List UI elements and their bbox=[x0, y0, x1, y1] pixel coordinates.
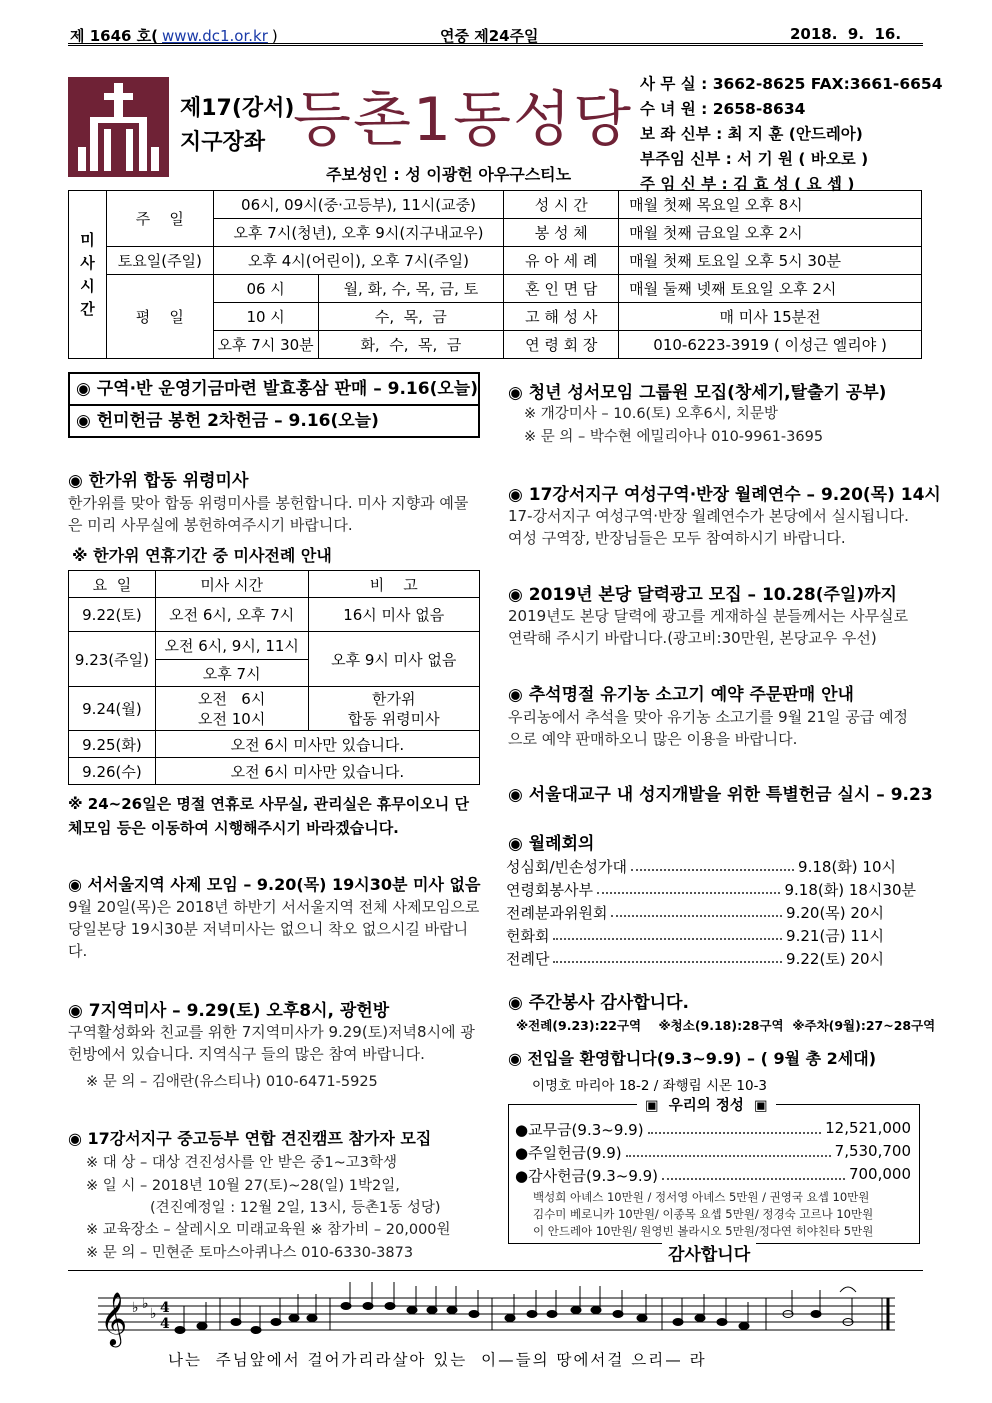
weekly-service-line: ※전례(9.23):22구역 ※청소(9.18):28구역 ※주차(9월):27~28구역 bbox=[516, 1018, 936, 1033]
women-training-title: ◉ 17강서지구 여성구역·반장 월례연수 – 9.20(목) 14시 bbox=[508, 485, 941, 505]
svg-text:𝄞: 𝄞 bbox=[100, 1291, 128, 1345]
header-rule bbox=[68, 43, 923, 46]
list-item: 연령회봉사부 9.18(화) 18시30분 bbox=[506, 881, 916, 899]
donor-list: 백성희 아녜스 10만원 / 정서영 아녜스 5만원 / 권영국 요셉 10만원 김수미 베로니카 10만원/ 이종목 요셉 5만원/ 정경숙 고르나 10만원 이 안드레아 10만원/ 원영빈 볼라시오 5만원/정다연 히야친타 5만원 bbox=[533, 1190, 874, 1238]
weekly-service-title: ◉ 주간봉사 감사합니다. bbox=[508, 993, 689, 1013]
svg-text:♭: ♭ bbox=[142, 1296, 149, 1312]
camp-target: ※ 대 상 – 대상 견진성사를 안 받은 중1~고3학생 bbox=[86, 1155, 397, 1171]
church-building-icon bbox=[68, 77, 169, 177]
issue-number: 제 1646 호( www.dc1.or.kr ) bbox=[70, 27, 278, 45]
holy-site-title: ◉ 서울대교구 내 성지개발을 위한 특별헌금 실시 – 9.23 bbox=[508, 785, 933, 805]
church-logo bbox=[68, 77, 169, 177]
website-link[interactable]: www.dc1.or.kr bbox=[162, 27, 268, 45]
list-item: ●교무금(9.3~9.9) 12,521,000 bbox=[515, 1119, 911, 1139]
liturgical-week: 연중 제24주일 bbox=[440, 27, 539, 45]
camp-title: ◉ 17강서지구 중고등부 연합 견진캠프 참가자 모집 bbox=[68, 1129, 432, 1148]
sheet-music-icon bbox=[98, 1278, 895, 1350]
offering-summary-box bbox=[508, 1098, 920, 1244]
district-mass-body: 구역활성화와 친교를 위한 7지역미사가 9.29(토)저녁8시에 광헌방에서 있습니다. 지역식구 들의 많은 참여 바랍니다. bbox=[68, 1023, 475, 1063]
patron-saint: 주보성인 : 성 이광헌 아우구스티노 bbox=[326, 165, 572, 184]
welcome-title: ◉ 전입을 환영합니다(9.3~9.9) – ( 9월 총 2세대) bbox=[508, 1049, 877, 1068]
beef-sale-body: 우리농에서 추석을 맞아 유기농 소고기를 9월 21일 공급 예정으로 예약 판매하오니 많은 이용을 바랍니다. bbox=[508, 708, 909, 748]
gift-thanks: 감사합니다 bbox=[662, 1240, 756, 1265]
mass-schedule-table: 미 사 시 간 주 일 06시, 09시(중·고등부), 11시(교중) 성 시 간 매월 첫째 목요일 오후 8시 오후 7시(청년), 오후 9시(지구내교우) 봉 성 체 매월 첫째 금요일 오후 2시 토요일(주일) 오후 4시(어린이), 오후 7시(주일) 유 아 세 례 매월 첫째 토요일 오후 5시 30분 평 일 06 시 월, 화, 수, 목, 금, 토 혼 인 면 담 매월 둘째 넷째 토요일 오후 2시 10 시 수, 목, 금 고 해 성 사 매 미사 15분전 오후 7시 30분 화, 수, 목, 금 연 령 회 장 010-6223-3919 ( 이성근 엘리야 ) bbox=[68, 190, 922, 359]
music-staff bbox=[98, 1278, 895, 1350]
chuseok-mass-title: ◉ 한가위 합동 위령미사 bbox=[68, 471, 249, 491]
list-item: 전례분과위원회 9.20(목) 20시 bbox=[506, 904, 884, 922]
hymn-lyrics: 나는 주님앞에서 걸어가리라살아 있는 이—들의 땅에서걸 으리— 라 bbox=[168, 1351, 707, 1369]
holiday-schedule-table: 요 일 미사 시간 비 고 9.22(토) 오전 6시, 오후 7시 16시 미사 없음 9.23(주일) 오전 6시, 9시, 11시 오후 9시 미사 없음 오후 7시 9.24(월) 오전 6시 오전 10시 한가위 합동 위령미사 9.25(화) 오전 6시 미사만 있습니다. 9.26(수) 오전 6시 미사만 있습니다. bbox=[68, 570, 480, 785]
camp-confirmation-date: (견진예정일 : 12월 2일, 13시, 등촌1동 성당) bbox=[150, 1200, 441, 1216]
svg-text:4: 4 bbox=[160, 1300, 170, 1316]
mass-time-label: 미 사 시 간 bbox=[69, 191, 107, 359]
svg-text:♭: ♭ bbox=[132, 1300, 139, 1316]
youth-bible-mass: ※ 개강미사 – 10.6(토) 오후6시, 치문방 bbox=[524, 406, 778, 422]
camp-venue-fee: ※ 교육장소 – 살레시오 미래교육원 ※ 참가비 – 20,000원 bbox=[86, 1222, 451, 1238]
parish-name: 등촌1동성당 bbox=[293, 85, 633, 155]
welcome-line: 이명호 마리아 18-2 / 좌행림 시몬 10-3 bbox=[532, 1078, 768, 1094]
office-closure-note: ※ 24~26일은 명절 연휴로 사무실, 관리실은 휴무이오니 단체모임 등은 이동하여 시행해주시기 바라겠습니다. bbox=[68, 795, 469, 837]
list-item: 성심회/빈손성가대 9.18(화) 10시 bbox=[506, 858, 896, 876]
district-mass-title: ◉ 7지역미사 – 9.29(토) 오후8시, 광헌방 bbox=[68, 1001, 390, 1021]
priest-meeting-title: ◉ 서서울지역 사제 모임 – 9.20(목) 19시30분 미사 없음 bbox=[68, 875, 481, 894]
bulletin-date: 2018. 9. 16. bbox=[790, 25, 902, 43]
calendar-ad-title: ◉ 2019년 본당 달력광고 모집 – 10.28(주일)까지 bbox=[508, 585, 897, 605]
camp-contact: ※ 문 의 – 민현준 토마스아퀴나스 010-6330-3873 bbox=[86, 1245, 414, 1261]
footer-rule bbox=[68, 1270, 923, 1271]
offering-summary-title: ▣ 우리의 정성 ▣ bbox=[637, 1094, 776, 1115]
contact-block: 사 무 실 : 3662-8625 FAX:3661-6654 수 녀 원 : 2658-8634 보 좌 신부 : 최 지 훈 (안드레아) 부주임 신부 : 서 기 원 ( 바오로 ) 주 임 신 부 : 김 효 성 ( 요 셉 ) bbox=[640, 75, 943, 193]
camp-dates: ※ 일 시 – 2018년 10월 27(토)~28(일) 1박2일, bbox=[86, 1178, 400, 1194]
list-item: ●감사헌금(9.3~9.9) 700,000 bbox=[515, 1165, 911, 1185]
youth-bible-title: ◉ 청년 성서모임 그룹원 모집(창세기,탈출기 공부) bbox=[508, 383, 887, 403]
monthly-meeting-title: ◉ 월례회의 bbox=[508, 834, 595, 854]
notice-offering-box: ◉ 헌미헌금 봉헌 2차헌금 – 9.16(오늘) bbox=[68, 404, 480, 438]
list-item: ●주일헌금(9.9) 7,530,700 bbox=[515, 1142, 911, 1162]
holiday-title: ※ 한가위 연휴기간 중 미사전례 안내 bbox=[72, 546, 332, 565]
chuseok-mass-body: 한가위를 맞아 합동 위령미사를 봉헌합니다. 미사 지향과 예물은 미리 사무실에 봉헌하여주시기 바랍니다. bbox=[68, 494, 469, 534]
district-mass-contact: ※ 문 의 – 김애란(유스티나) 010-6471-5925 bbox=[86, 1074, 378, 1090]
svg-text:♭: ♭ bbox=[150, 1306, 157, 1322]
deanery-title: 제17(강서) 지구장좌 bbox=[180, 96, 295, 155]
calendar-ad-body: 2019년도 본당 달력에 광고를 게재하실 분들께서는 사무실로 연락해 주시기 바랍니다.(광고비:30만원, 본당교우 우선) bbox=[508, 607, 909, 647]
list-item: 헌화회 9.21(금) 11시 bbox=[506, 927, 884, 945]
women-training-body: 17-강서지구 여성구역·반장 월례연수가 본당에서 실시됩니다. 여성 구역장, 반장님들은 모두 참여하시기 바랍니다. bbox=[508, 507, 909, 547]
notice-ginseng-box: ◉ 구역·반 운영기금마련 발효홍삼 판매 – 9.16(오늘) bbox=[68, 372, 480, 406]
svg-text:4: 4 bbox=[160, 1316, 170, 1332]
list-item: 전례단 9.22(토) 20시 bbox=[506, 950, 884, 968]
youth-bible-contact: ※ 문 의 – 박수현 에밀리아나 010-9961-3695 bbox=[524, 429, 824, 445]
beef-sale-title: ◉ 추석명절 유기농 소고기 예약 주문판매 안내 bbox=[508, 685, 854, 705]
priest-meeting-body: 9월 20일(목)은 2018년 하반기 서서울지역 전체 사제모임으로 당일본당 19시30분 저녁미사는 없으니 착오 없으시길 바랍니다. bbox=[68, 898, 480, 960]
